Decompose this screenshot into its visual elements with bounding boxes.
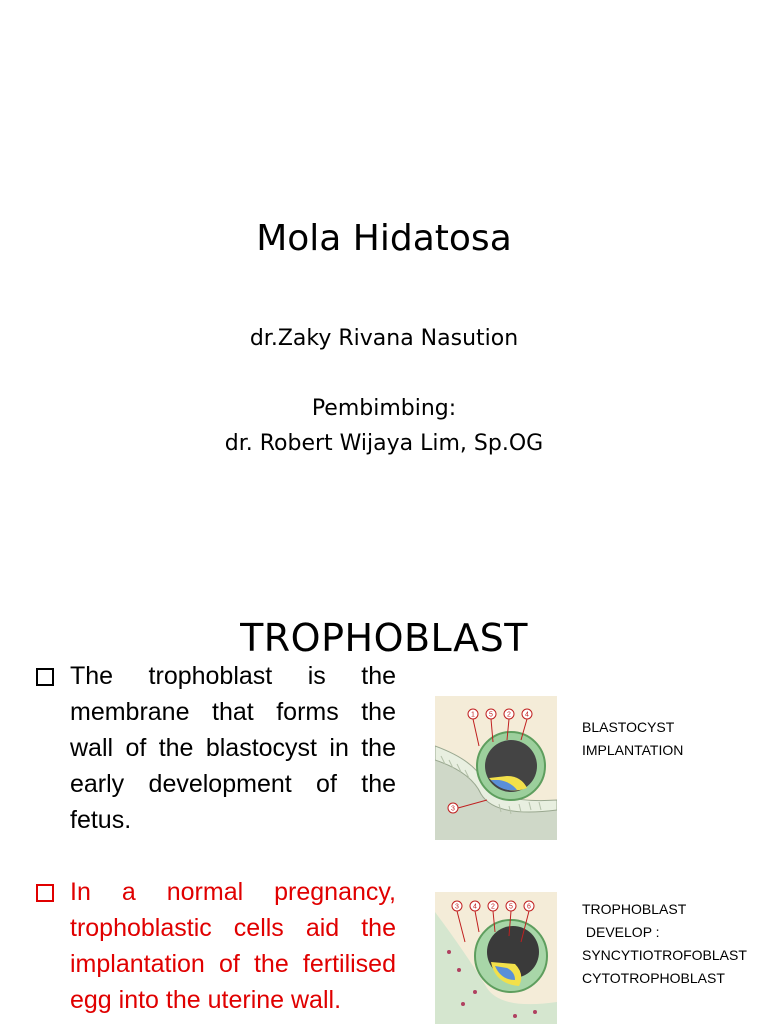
slide-trophoblast — [0, 576, 768, 1024]
diagram-svg — [435, 696, 557, 840]
bullet-item — [36, 658, 396, 838]
bullet-text: In a normal pregnancy, trophoblastic cells aid the implantation of the fertilised egg into the uterine wall. — [70, 878, 396, 1014]
figure-label: 5 — [489, 711, 493, 719]
author-name: dr.Zaky Rivana Nasution — [249, 326, 519, 351]
checkbox-bullet-icon — [36, 884, 54, 902]
slide-heading: TROPHOBLAST — [240, 616, 528, 660]
figure-label: 2 — [491, 903, 495, 911]
figure-label: 2 — [507, 711, 511, 719]
checkbox-bullet-icon — [36, 668, 54, 686]
figure-caption: TROPHOBLAST DEVELOP : SYNCYTIOTROFOBLAST CYTOTROPHOBLAST — [582, 901, 747, 986]
figure-label: 3 — [455, 903, 459, 911]
figure-label: 4 — [473, 903, 477, 911]
trophoblast-development-diagram — [435, 892, 557, 1024]
diagram-svg — [435, 892, 557, 1024]
figure-label: 6 — [527, 903, 531, 911]
bullet-text: The trophoblast is the membrane that forms the wall of the blastocyst in the early development of the fetus. — [70, 662, 396, 834]
blastocyst-implantation-diagram — [435, 696, 557, 840]
slide-title-heading: Mola Hidatosa — [256, 218, 512, 259]
figure-caption: BLASTOCYST IMPLANTATION — [582, 719, 684, 758]
supervisor-label: Pembimbing: — [311, 396, 457, 421]
figure-label: 4 — [525, 711, 529, 719]
figure-label: 1 — [471, 711, 475, 719]
figure-label: 3 — [451, 805, 455, 813]
supervisor-name: dr. Robert Wijaya Lim, Sp.OG — [224, 431, 544, 456]
figure-label: 5 — [509, 903, 513, 911]
bullet-item — [36, 874, 396, 1018]
